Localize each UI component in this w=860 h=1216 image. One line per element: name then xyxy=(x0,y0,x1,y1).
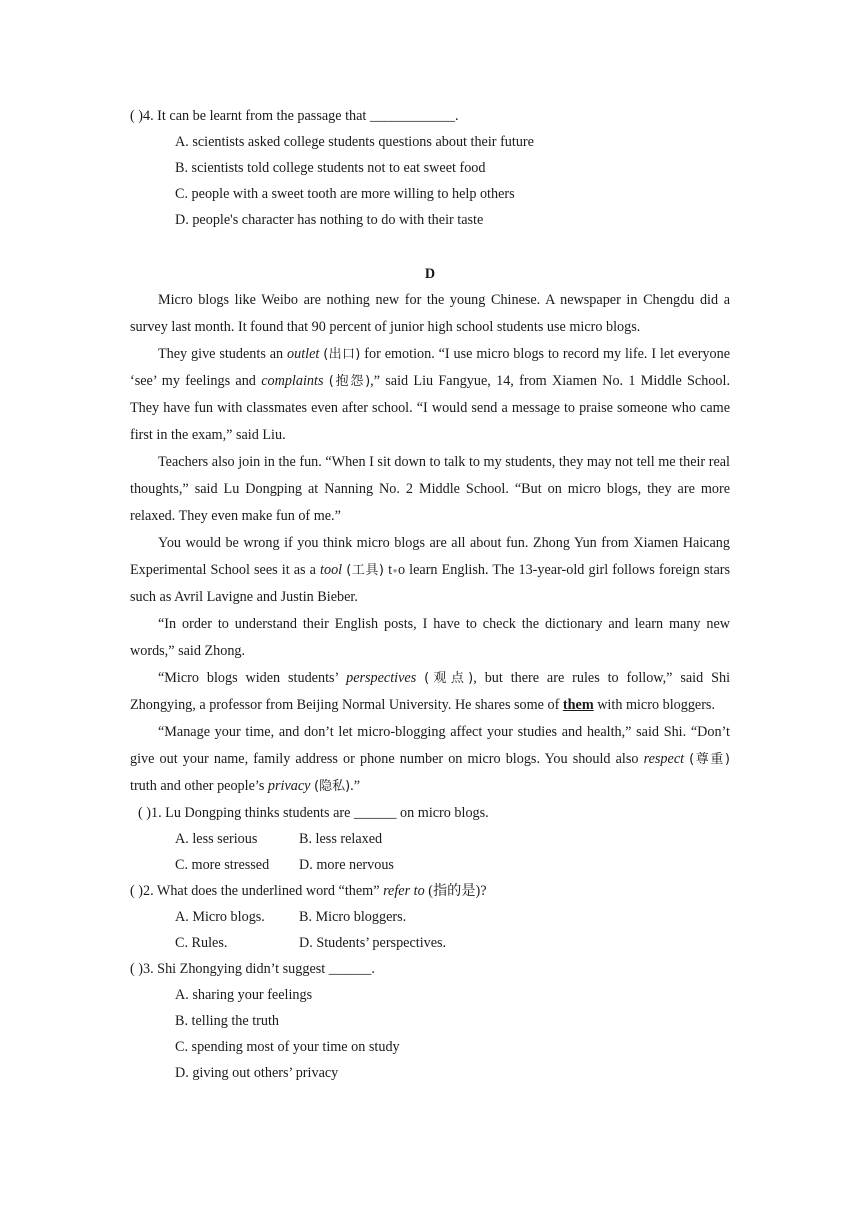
q3-option-b: B. telling the truth xyxy=(175,1013,280,1030)
p7-word-respect: respect xyxy=(643,751,685,768)
underlined-word-them: them xyxy=(562,697,594,714)
p2-text-c: ,” said Liu Fangyue, 14, from Xiamen No. 1 Middle School. They have fun with classmates even after school. “I would send a message to praise someone who came first in the exam,” said Liu. xyxy=(130,373,730,443)
p2-text-b: for emotion. “I use micro blogs to record my life. I let everyone ‘see’ my feelings and xyxy=(130,346,730,389)
paragraph-4 xyxy=(130,530,730,611)
q2-option-c: C. Rules. xyxy=(175,935,228,952)
q2-stem-text-a: ( )2. What does the underlined word “them” xyxy=(130,883,384,900)
question-3-stem: ( )3. Shi Zhongying didn’t suggest ______. xyxy=(130,961,375,978)
section-heading: D xyxy=(424,266,436,282)
q1-options-row-1 xyxy=(130,826,730,852)
q4-option-d: D. people's character has nothing to do with their taste xyxy=(175,212,484,228)
paragraph-1: Micro blogs like Weibo are nothing new for the young Chinese. A newspaper in Chengdu did a survey last month. It found that 90 percent of junior high school students use micro blogs. xyxy=(130,292,730,335)
p2-word-complaints: complaints xyxy=(261,373,324,389)
q4-option-c: C. people with a sweet tooth are more willing to help others xyxy=(175,186,515,202)
p4-text-c: o learn English. The 13-year-old girl follows foreign stars such as Avril Lavigne and Justin Bieber. xyxy=(130,562,730,606)
q3-option-c: C. spending most of your time on study xyxy=(175,1039,400,1056)
paragraph-2 xyxy=(130,341,730,449)
worksheet-page xyxy=(130,103,730,1086)
paragraph-7 xyxy=(130,719,730,800)
stray-dot-mark: ● xyxy=(392,566,398,576)
p6-text-c: with micro bloggers. xyxy=(593,697,716,714)
p4-text-a: You would be wrong if you think micro blogs are all about fun. Zhong Yun from Xiamen Haicang Experimental School sees it as a xyxy=(130,535,730,578)
p6-text-a: “Micro blogs widen students’ xyxy=(158,670,347,687)
p7-gloss-respect: (尊重) xyxy=(689,752,730,768)
p2-gloss-complaints: (抱怨) xyxy=(328,374,371,389)
q2-option-a: A. Micro blogs. xyxy=(175,909,265,926)
p7-text-b: truth and other people’s xyxy=(130,778,268,795)
p7-text-a: “Manage your time, and don’t let micro-blogging affect your studies and health,” said Shi. “Don’t give out your name, family address or phone number on micro blogs. You should also xyxy=(130,724,730,768)
p6-gloss-perspectives: (观点) xyxy=(424,671,474,687)
question-3-block xyxy=(130,956,730,1086)
q1-option-b: B. less relaxed xyxy=(299,831,383,848)
p6-word-perspectives: perspectives xyxy=(346,670,417,687)
q4-option-a: A. scientists asked college students questions about their future xyxy=(175,134,534,150)
question-1-stem: ( )1. Lu Dongping thinks students are ______ on micro blogs. xyxy=(138,805,489,822)
p6-text-b: , but there are rules to follow,” said Shi Zhongying, a professor from Beijing Normal University. He shares some of xyxy=(130,670,731,714)
paragraph-3: Teachers also join in the fun. “When I sit down to talk to my students, they may not tell me their real thoughts,” said Lu Dongping at Nanning No. 2 Middle School. “But on micro blogs, they are more relaxed. They even make fun of me.” xyxy=(130,454,730,524)
q4-option-b: B. scientists told college students not to eat sweet food xyxy=(175,160,486,176)
q2-stem-text-b: (指的是)? xyxy=(424,883,487,900)
q2-options-row-1 xyxy=(130,904,730,930)
q2-option-b: B. Micro bloggers. xyxy=(299,909,407,926)
q1-option-d: D. more nervous xyxy=(299,857,394,874)
q2-refer-to: refer to xyxy=(383,883,425,900)
q2-options-row-2 xyxy=(130,930,730,956)
question-2-stem xyxy=(130,878,730,904)
p7-word-privacy: privacy xyxy=(267,778,311,795)
question-2-block xyxy=(130,878,730,956)
q1-option-c: C. more stressed xyxy=(175,857,270,874)
q1-options-row-2 xyxy=(130,852,730,878)
p7-text-c: .” xyxy=(350,778,361,795)
question-1-block xyxy=(130,800,730,878)
paragraph-6 xyxy=(130,665,730,719)
p2-word-outlet: outlet xyxy=(287,346,320,362)
q3-option-d: D. giving out others’ privacy xyxy=(175,1065,339,1082)
paragraph-5: “In order to understand their English posts, I have to check the dictionary and learn many new words,” said Zhong. xyxy=(130,616,730,660)
q2-option-d: D. Students’ perspectives. xyxy=(299,935,447,952)
p4-gloss-tool: (工具) xyxy=(346,563,384,578)
p4-word-tool: tool xyxy=(320,562,343,578)
question-4-stem: ( )4. It can be learnt from the passage that ____________. xyxy=(130,108,459,124)
q3-option-a: A. sharing your feelings xyxy=(175,987,313,1004)
p4-text-b: t xyxy=(383,562,393,578)
p2-gloss-outlet: (出口) xyxy=(323,347,361,362)
p2-text-a: They give students an xyxy=(158,346,288,362)
q1-option-a: A. less serious xyxy=(175,831,258,848)
question-4-block xyxy=(130,103,730,233)
p7-gloss-privacy: (隐私) xyxy=(314,779,351,795)
